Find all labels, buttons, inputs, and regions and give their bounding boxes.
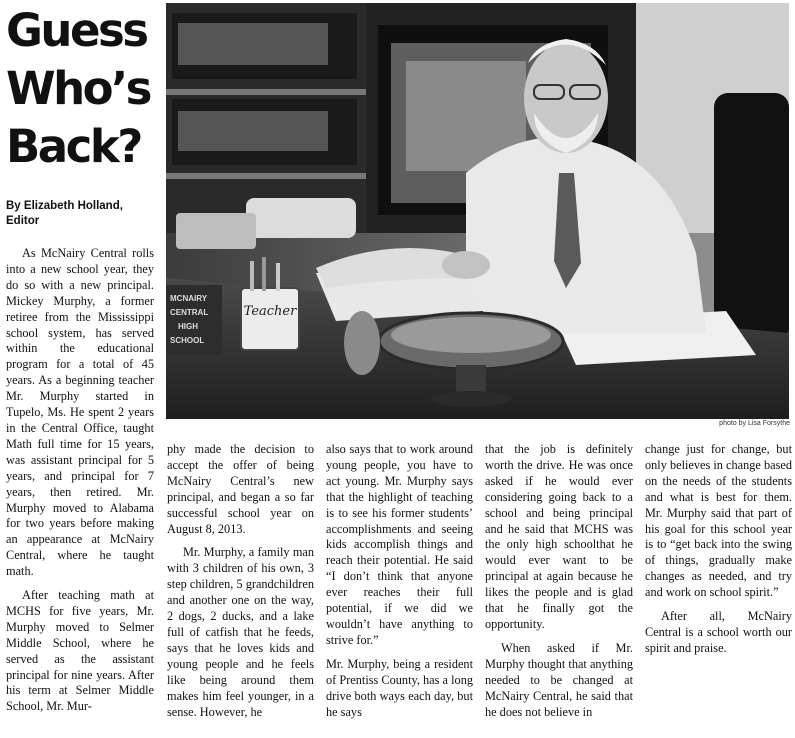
principal-photo-illustration [166, 3, 789, 419]
article-column-5 [645, 442, 792, 665]
byline [6, 199, 164, 229]
paragraph: After teaching math at MCHS for five years, Mr. Murphy moved to Selmer Middle School, where he served as the assistant principal for nine years. After his term at Selmer Middle School, Mr. Mur- [6, 588, 154, 714]
paragraph: also says that to work around young people, you have to act young. Mr. Murphy says that the highlight of teaching is to see his former students’ accomplishments and seeing kids accomplish things and reach their potential. He said “I don’t think that anyone ever reaches their full potential, if we did we wouldn’t have anything to strive for.” [326, 442, 473, 647]
sign-line-2: CENTRAL [170, 308, 209, 317]
headline-line-2: Who’s [6, 62, 150, 115]
paragraph: change just for change, but only believes in change based on the needs of the students and what is best for them. Mr. Murphy said that part of his goal for this school year is to “get back into the swing of things, gradually make changes as needed, and try and work on school spirit.” [645, 442, 792, 600]
sign-line-1: MCNAIRY [170, 294, 208, 303]
headline-line-3: Back? [6, 120, 141, 173]
article-photo [166, 3, 789, 419]
paragraph: that the job is definitely worth the drive. He was once asked if he would ever considering going back to a school and being principal and he said that MCHS was the only high schoolthat he would ever want to be principal at again because he likes the people and is glad that he finally got the opportunity. [485, 442, 633, 631]
paragraph: phy made the decision to accept the offer of being McNairy Central’s new principal, and began a so far successful school year on August 8, 2013. [167, 442, 314, 536]
byline-title: Editor [6, 215, 40, 227]
paragraph: When asked if Mr. Murphy thought that anything needed to be changed at McNairy Central, he said that he does not believe in [485, 640, 633, 719]
paragraph: Mr. Murphy, a family man with 3 children of his own, 3 step children, 5 grandchildren and another one on the way, 2 dogs, 2 ducks, and a lake full of catfish that he feeds, says that he loves kids and young people and he feels like being around them makes him feel younger, in a sense. However, he [167, 545, 314, 719]
sign-line-4: SCHOOL [170, 336, 205, 345]
photo-credit: photo by Lisa Forsythe [719, 420, 790, 427]
paragraph: After all, McNairy Central is a school worth our spirit and praise. [645, 609, 792, 655]
byline-author: By Elizabeth Holland, [6, 200, 123, 212]
headline [6, 2, 164, 176]
headline-line-1: Guess [6, 4, 147, 57]
sign-line-3: HIGH [178, 322, 198, 331]
article-column-3 [326, 442, 473, 728]
article-column-1 [6, 246, 154, 723]
paragraph: Mr. Murphy, being a resident of Prentiss County, has a long drive both ways each day, but he says [326, 656, 473, 719]
mug-label: Teacher [243, 304, 297, 319]
article-column-4 [485, 442, 633, 728]
article-column-2 [167, 442, 314, 728]
paragraph: As McNairy Central rolls into a new school year, they do so with a new principal. Mickey Murphy, a former retiree from the Mississippi school system, has served within the educational program for a total of 45 years. As a beginning teacher Mr. Murphy started in Tupelo, Ms. He spent 2 years in the Central Office, taught Math full time for 15 years, was assistant principal for 5 years, and principal for 7 years, then retired. Mr. Murphy moved to Alabama for two years before making an appearance at McNairy Central, where he taught math. [6, 246, 154, 579]
